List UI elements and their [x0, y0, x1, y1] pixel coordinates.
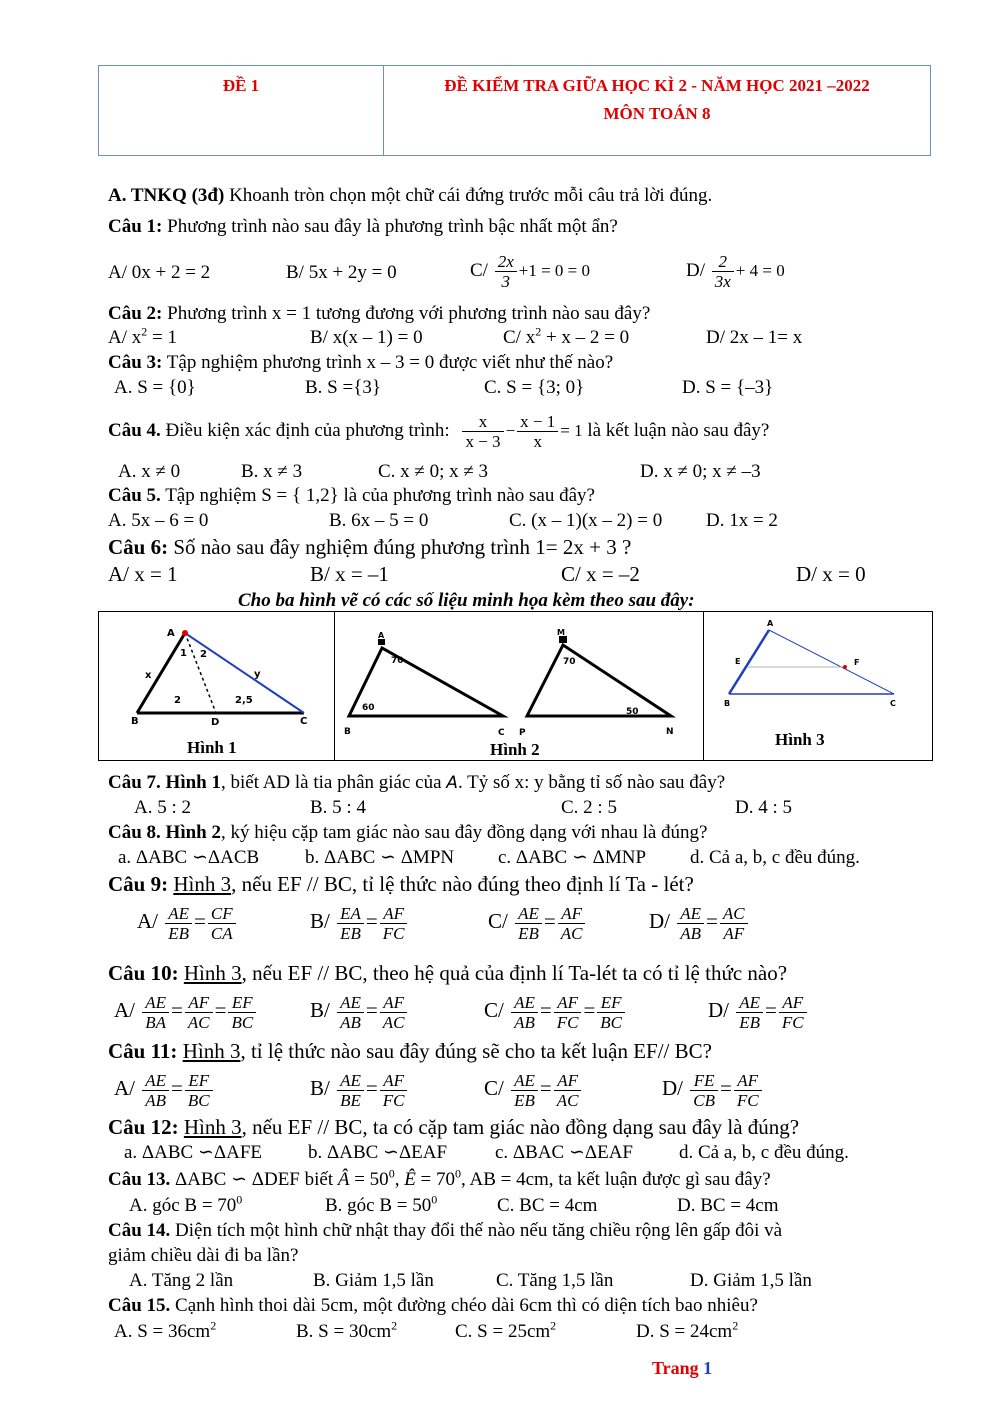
q4-fraction-2: $\frac{x - 1}{x}$ — [517, 412, 558, 451]
q7-label: Câu 7. — [108, 772, 161, 793]
q14-option-b: B. Giảm 1,5 lần — [313, 1270, 434, 1291]
q10-text: , nếu EF // BC, theo hệ quả của định lí Ta-lét ta có tỉ lệ thức nào? — [241, 961, 788, 985]
q14-label: Câu 14. — [108, 1220, 171, 1241]
q6-option-d: D/ x = 0 — [796, 562, 866, 586]
q13-option-c: C. BC = 4cm — [497, 1195, 598, 1216]
q8-text: , ký hiệu cặp tam giác nào sau đây đồng dạng với nhau là đúng? — [221, 822, 708, 843]
q7-text-pre: , biết AD là tia phân giác của — [221, 772, 447, 793]
q8-option-c: c. ΔABC ∽ ΔMNP — [498, 847, 647, 868]
q4-label: Câu 4. — [108, 420, 161, 441]
q7-option-c: C. 2 : 5 — [561, 797, 617, 818]
q4-stem — [108, 404, 769, 458]
fig2-label-p: P — [519, 728, 526, 738]
fig3-label-a: A — [767, 619, 774, 628]
fig2-label-n: N — [666, 727, 674, 737]
fig2-angle-b: 60 — [362, 703, 375, 713]
q3-option-b: B. S ={3} — [305, 377, 381, 398]
q13-label: Câu 13. — [108, 1169, 171, 1190]
figure-3-caption: Hình 3 — [775, 730, 825, 749]
q11-label: Câu 11: — [108, 1039, 178, 1063]
q9-figure-ref: Hình 3 — [173, 872, 232, 896]
fig2-label-b: B — [344, 727, 351, 737]
q1-option-b: B/ 5x + 2y = 0 — [286, 262, 397, 283]
q7-option-a: A. 5 : 2 — [134, 797, 191, 818]
fig2-label-a: A — [378, 631, 385, 640]
fig1-label-d: D — [211, 717, 220, 728]
q13-angle-e: Ê — [404, 1169, 416, 1190]
fig3-label-b: B — [724, 699, 731, 708]
q9-stem — [108, 873, 694, 895]
q10-option-b: B/ $\frac{AE}{AB}$ = $\frac{AF}{AC}$ — [310, 985, 409, 1035]
q9-option-c: C/ $\frac{AE}{EB}$ = $\frac{AF}{AC}$ — [488, 896, 587, 946]
q12-option-c: c. ΔBAC ∽ΔEAF — [495, 1142, 634, 1163]
fig1-label-b: B — [131, 716, 139, 727]
q10-option-c: C/ $\frac{AE}{AB}$ = $\frac{AF}{FC}$ = $\frac{EF}{BC}$ — [484, 985, 627, 1035]
q13-angle-a: Â — [337, 1169, 350, 1190]
q12-stem — [108, 1116, 799, 1138]
q9-option-a: A/ $\frac{AE}{EB}$ = $\frac{CF}{CA}$ — [137, 896, 238, 946]
q1-stem — [108, 216, 618, 238]
q2-option-a: A/ $x^2 = 1$ — [108, 324, 177, 348]
q1-label: Câu 1: — [108, 216, 163, 237]
fig3-label-f: F — [854, 658, 860, 667]
q5-option-d: D. 1x = 2 — [706, 510, 778, 531]
figure-2-caption: Hình 2 — [490, 740, 540, 759]
q14-option-d: D. Giảm 1,5 lần — [690, 1270, 812, 1291]
q13-option-a: A. góc $B = 70^0$ — [129, 1192, 243, 1216]
figures-box — [98, 611, 933, 761]
q5-text: Tập nghiệm S = { 1,2} là của phương trình nào sau đây? — [160, 485, 595, 506]
q1-text: Phương trình nào sau đây là phương trình bậc nhất một ẩn? — [162, 216, 618, 237]
q15-label: Câu 15. — [108, 1295, 171, 1316]
q2-option-d: D/ 2x – 1= x — [706, 327, 803, 348]
q3-text: Tập nghiệm phương trình x – 3 = 0 được viết như thế nào? — [162, 352, 614, 373]
q1-c-fraction — [495, 252, 517, 291]
q15-option-a: A. $S = 36cm^2$ — [114, 1318, 217, 1342]
q15-option-b: B. $S = 30cm^2$ — [296, 1318, 398, 1342]
q6-option-c: C/ x = –2 — [561, 562, 640, 586]
fig2-label-m: M — [557, 628, 565, 637]
figure-1-caption: Hình 1 — [187, 738, 237, 757]
q14-text-1: Diện tích một hình chữ nhật thay đổi thế nào nếu tăng chiều rộng lên gấp đôi và — [170, 1220, 783, 1241]
q13-stem: Câu 13. ΔABC ∽ ΔDEF biết Â = $50^0$, Ê = $70^0$, AB = 4cm, ta kết luận được gì sau đây? — [108, 1166, 771, 1190]
q10-figure-ref: Hình 3 — [183, 961, 242, 985]
footer-label: Trang — [652, 1358, 699, 1378]
q4-option-a: A. x ≠ 0 — [118, 461, 181, 482]
q9-label: Câu 9: — [108, 872, 169, 896]
q7-text-post: . Tỷ số x: y bằng tỉ số nào sau đây? — [457, 772, 726, 793]
q9-option-d: D/ $\frac{AE}{AB}$ = $\frac{AC}{AF}$ — [649, 896, 750, 946]
q5-label: Câu 5. — [108, 485, 161, 506]
q12-option-d: d. Cả a, b, c đều đúng. — [679, 1142, 849, 1163]
q5-option-b: B. 6x – 5 = 0 — [329, 510, 429, 531]
q7-angle: A — [446, 773, 458, 793]
page-number: 1 — [703, 1358, 713, 1378]
exam-subject: MÔN TOÁN 8 — [603, 104, 711, 123]
q10-option-a: A/ $\frac{AE}{BA}$ = $\frac{AF}{AC}$ = $\frac{EF}{BC}$ — [114, 985, 258, 1035]
fig1-angle-1: 1 — [180, 648, 187, 659]
q3-option-c: C. S = {3; 0} — [484, 377, 585, 398]
q7-stem — [108, 772, 725, 794]
q10-stem — [108, 962, 787, 984]
q8-option-a: a. ΔABC ∽ΔACB — [118, 847, 260, 868]
q1-c-den: 3 — [501, 272, 510, 292]
q11-stem — [108, 1040, 712, 1062]
q12-text: , nếu EF // BC, ta có cặp tam giác nào đồng dạng sau đây là đúng? — [241, 1115, 800, 1139]
q14-stem — [108, 1220, 782, 1242]
q2-option-b: B/ x(x – 1) = 0 — [310, 327, 423, 348]
q11-option-d: D/ $\frac{FE}{CB}$ = $\frac{AF}{FC}$ — [662, 1063, 764, 1113]
q8-option-b: b. ΔABC ∽ ΔMPN — [305, 847, 455, 868]
q1-d-den: 3x — [714, 272, 731, 292]
q1-option-a: A/ 0x + 2 = 2 — [108, 262, 211, 283]
section-a-label: A. TNKQ (3đ) — [108, 185, 225, 206]
q9-text: , nếu EF // BC, tỉ lệ thức nào đúng theo định lí Ta - lét? — [231, 872, 694, 896]
q15-stem — [108, 1295, 758, 1317]
q10-option-d: D/ $\frac{AE}{EB}$ = $\frac{AF}{FC}$ — [708, 985, 809, 1035]
q10-label: Câu 10: — [108, 961, 179, 985]
q7-option-d: D. 4 : 5 — [735, 797, 792, 818]
q15-option-d: D. $S = 24cm^2$ — [636, 1318, 739, 1342]
fig3-label-c: C — [890, 699, 896, 708]
q1-option-c — [470, 244, 590, 298]
q11-option-c: C/ $\frac{AE}{EB}$ = $\frac{AF}{AC}$ — [484, 1063, 583, 1113]
q8-option-d: d. Cả a, b, c đều đúng. — [690, 847, 860, 868]
q14-option-c: C. Tăng 1,5 lần — [496, 1270, 614, 1291]
q4-option-c: C. x ≠ 0; x ≠ 3 — [378, 461, 489, 482]
q1-c-num: 2x — [495, 252, 517, 272]
q5-option-a: A. 5x – 6 = 0 — [108, 510, 209, 531]
q12-option-b: b. ΔABC ∽ΔEAF — [308, 1142, 448, 1163]
q4-fraction-1: $\frac{x}{x - 3}$ — [462, 412, 503, 451]
q4-tail: là kết luận nào sau đây? — [582, 420, 770, 441]
fig1-seg-dc: 2,5 — [235, 695, 253, 706]
fig2-label-c: C — [498, 728, 505, 738]
q12-option-a: a. ΔABC ∽ΔAFE — [124, 1142, 263, 1163]
q15-option-c: C. $S = 25cm^2$ — [455, 1318, 557, 1342]
q13-option-d: D. BC = 4cm — [677, 1195, 779, 1216]
q6-label: Câu 6: — [108, 535, 169, 559]
q15-text: Cạnh hình thoi dài 5cm, một đường chéo dài 6cm thì có diện tích bao nhiêu? — [170, 1295, 758, 1316]
fig1-label-c: C — [300, 716, 308, 727]
q14-option-a: A. Tăng 2 lần — [129, 1270, 234, 1291]
fig3-label-e: E — [735, 657, 741, 666]
exam-title: ĐỀ KIỂM TRA GIỮA HỌC KÌ 2 - NĂM HỌC 2021 –2022 — [444, 76, 870, 95]
section-a-instruction: Khoanh tròn chọn một chữ cái đứng trước mỗi câu trả lời đúng. — [224, 185, 713, 206]
exam-code: ĐỀ 1 — [222, 76, 260, 95]
q8-figure-ref: Hình 2 — [160, 822, 221, 843]
q11-option-b: B/ $\frac{AE}{BE}$ = $\frac{AF}{FC}$ — [310, 1063, 409, 1113]
q4-minus: − — [505, 421, 516, 440]
q3-label: Câu 3: — [108, 352, 163, 373]
q8-label: Câu 8. — [108, 822, 161, 843]
q1-d-fraction — [712, 252, 734, 291]
q1-c-prefix: C/ — [470, 260, 488, 281]
q5-stem — [108, 485, 595, 507]
q6-option-a: A/ x = 1 — [108, 562, 178, 586]
section-a-line — [108, 185, 712, 207]
fig2-angle-m: 70 — [563, 657, 576, 667]
fig1-side-x: x — [145, 670, 152, 681]
q5-option-c: C. (x – 1)(x – 2) = 0 — [509, 510, 663, 531]
q2-label: Câu 2: — [108, 303, 163, 324]
q12-figure-ref: Hình 3 — [183, 1115, 242, 1139]
fig1-seg-bd: 2 — [174, 695, 181, 706]
fig1-side-y: y — [254, 669, 261, 680]
q14-text-2: giảm chiều dài đi ba lần? — [108, 1245, 299, 1266]
q1-d-tail: + 4 = 0 — [735, 261, 785, 280]
q11-text: , tỉ lệ thức nào sau đây đúng sẽ cho ta kết luận EF// BC? — [240, 1039, 712, 1063]
q6-stem — [108, 536, 631, 558]
q6-text: Số nào sau đây nghiệm đúng phương trình 1= 2x + 3 ? — [168, 535, 632, 559]
fig1-angle-2: 2 — [200, 649, 207, 660]
q3-option-d: D. S = {–3} — [682, 377, 774, 398]
q4-eq: = 1 — [560, 421, 583, 440]
q2-option-c: C/ $x^2 + x - 2 = 0$ — [503, 324, 630, 348]
q1-d-num: 2 — [712, 252, 734, 272]
fig2-angle-p: 50 — [626, 707, 639, 717]
q12-label: Câu 12: — [108, 1115, 179, 1139]
fig2-angle-a: 70 — [391, 656, 404, 666]
q8-stem — [108, 822, 708, 844]
q7-option-b: B. 5 : 4 — [310, 797, 366, 818]
fig1-label-a: A — [167, 628, 175, 639]
q1-c-tail: +1 = 0 = 0 — [518, 261, 591, 280]
q4-option-d: D. x ≠ 0; x ≠ –3 — [640, 461, 761, 482]
q4-text: Điều kiện xác định của phương trình: — [160, 420, 450, 441]
q11-option-a: A/ $\frac{AE}{AB}$ = $\frac{EF}{BC}$ — [114, 1063, 215, 1113]
q1-option-d — [686, 244, 785, 298]
q11-figure-ref: Hình 3 — [182, 1039, 241, 1063]
q4-option-b: B. x ≠ 3 — [241, 461, 303, 482]
q3-stem — [108, 352, 613, 374]
q9-option-b: B/ $\frac{EA}{EB}$ = $\frac{AF}{FC}$ — [310, 896, 409, 946]
page-footer — [652, 1358, 712, 1379]
q6-option-b: B/ x = –1 — [310, 562, 389, 586]
q2-stem — [108, 303, 650, 325]
q13-option-b: B. góc $B = 50^0$ — [325, 1192, 438, 1216]
q3-option-a: A. S = {0} — [114, 377, 196, 398]
header-box — [98, 65, 931, 156]
q7-figure-ref: Hình 1 — [160, 772, 221, 793]
figures-intro: Cho ba hình vẽ có các số liệu minh họa kèm theo sau đây: — [238, 590, 695, 611]
q1-d-prefix: D/ — [686, 260, 705, 281]
q2-text: Phương trình x = 1 tương đương với phương trình nào sau đây? — [162, 303, 651, 324]
